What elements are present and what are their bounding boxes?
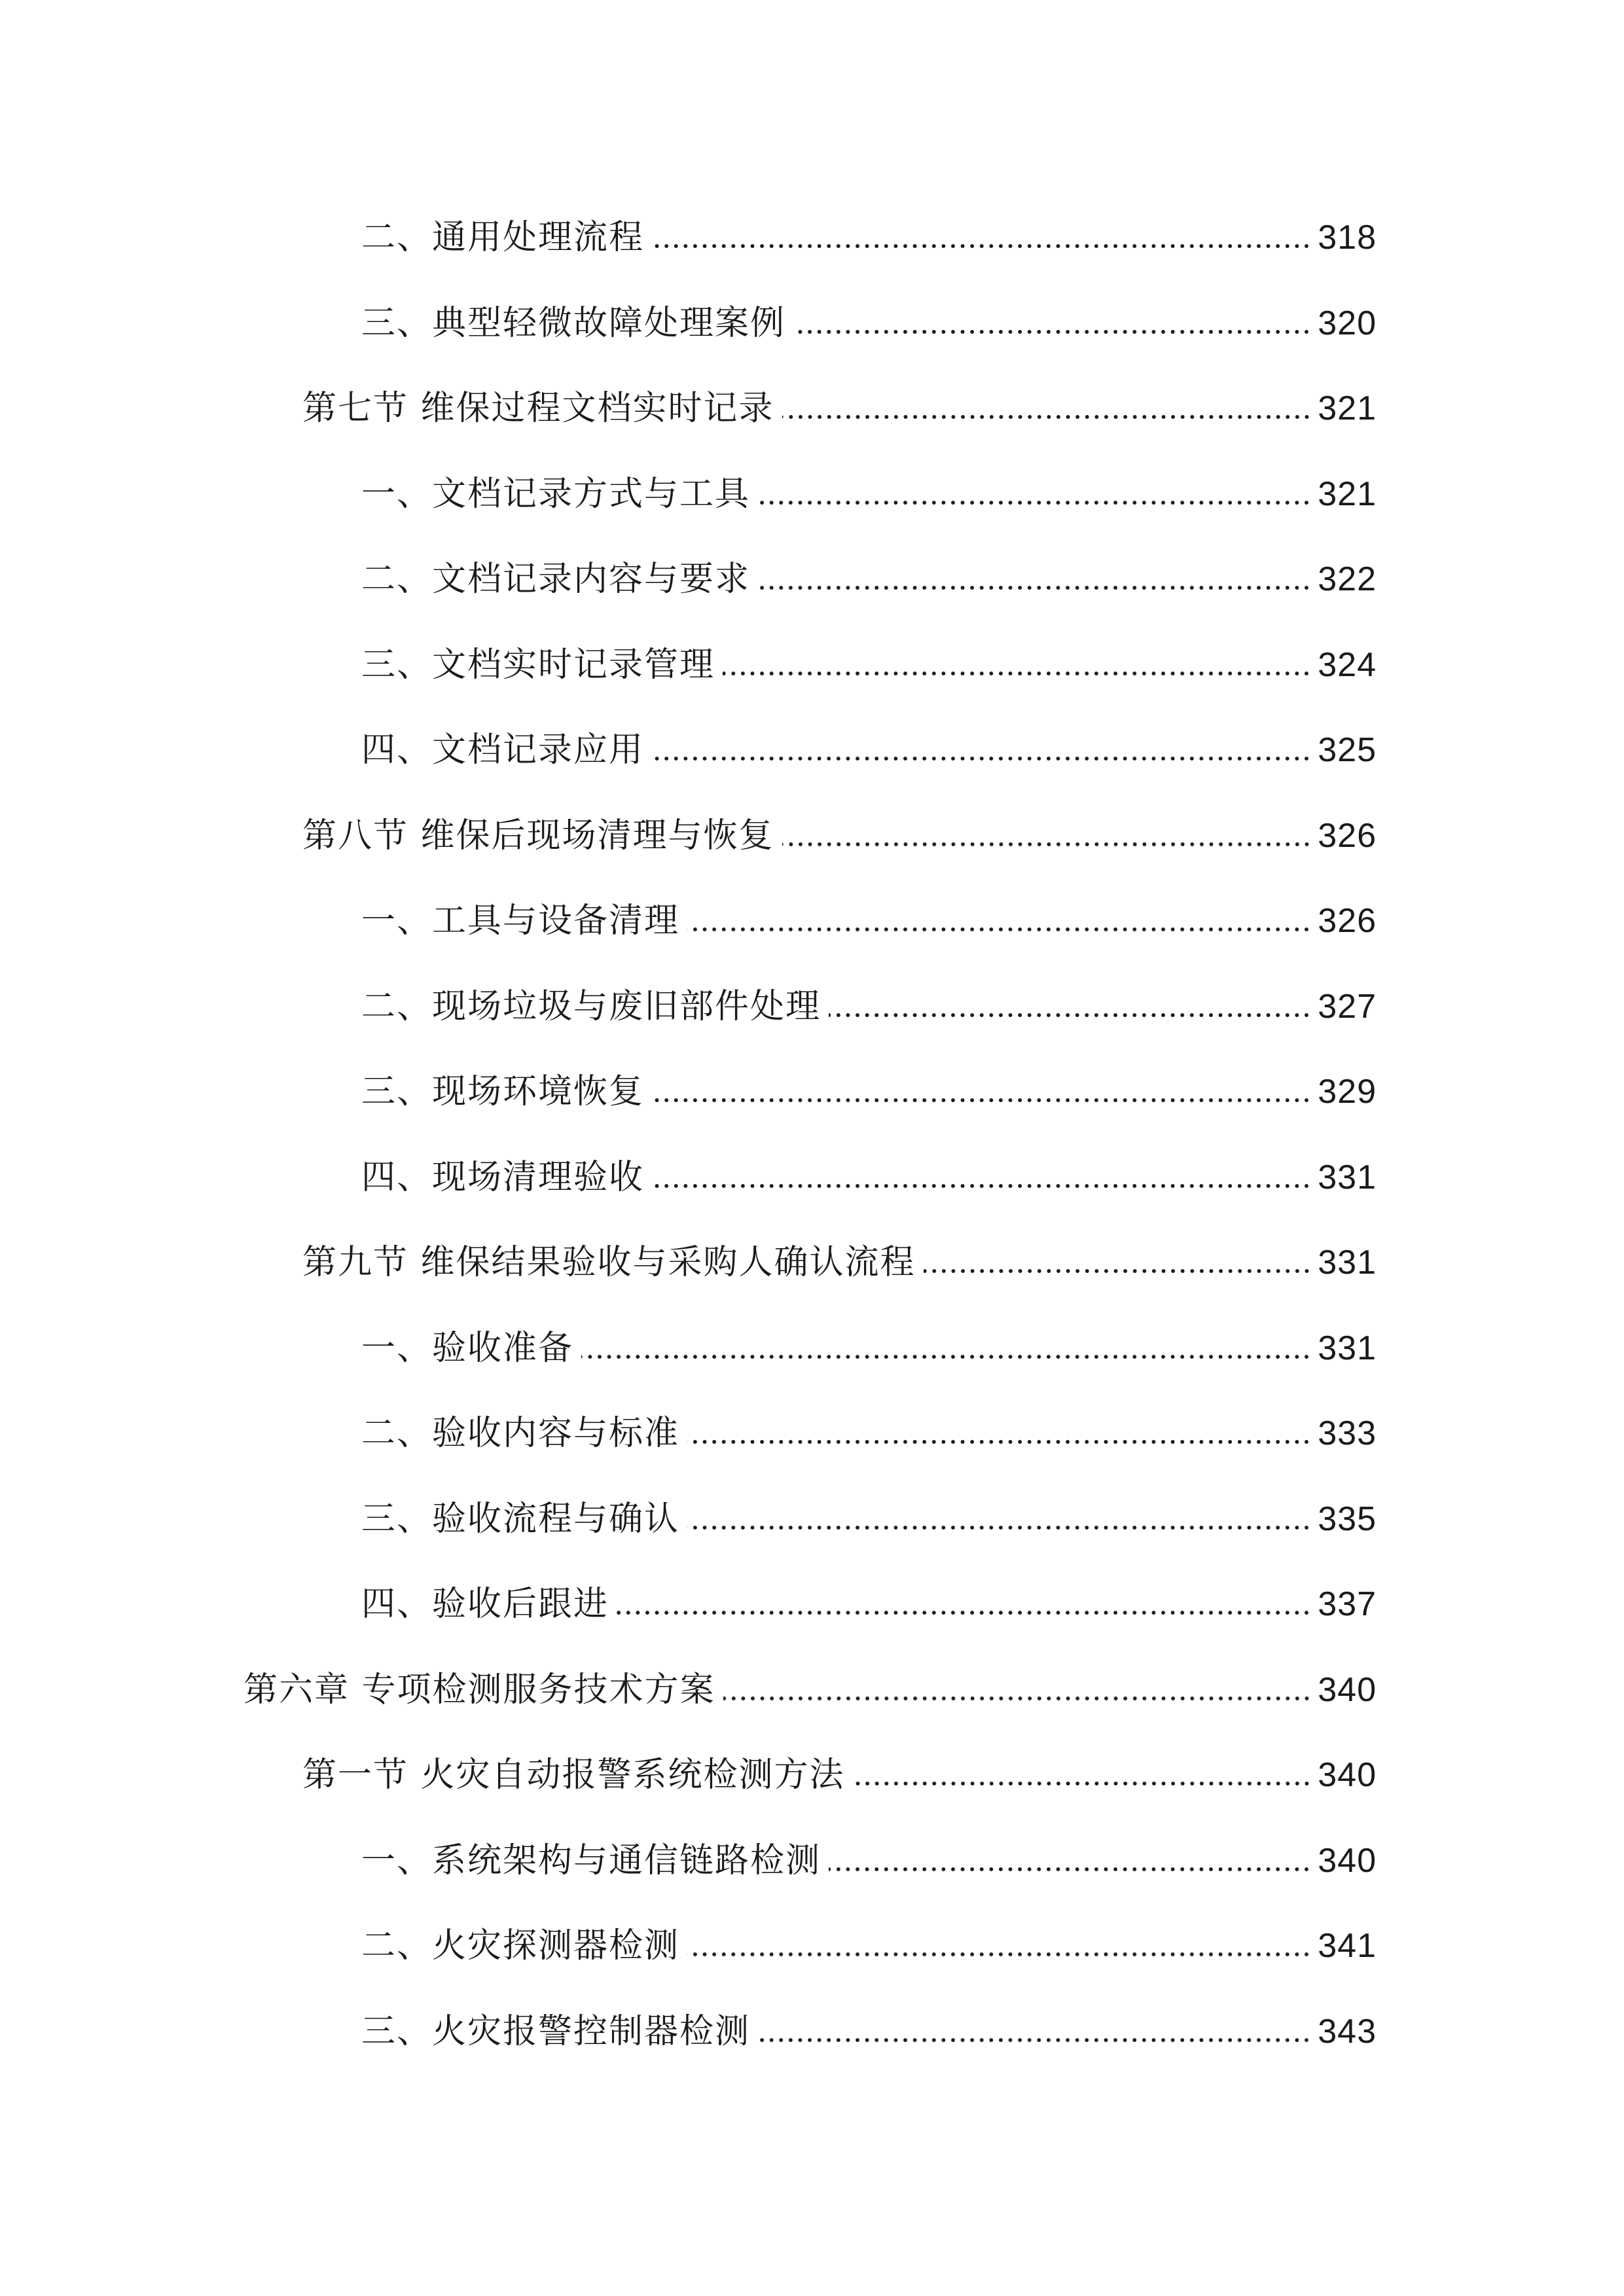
toc-entry-page-number: 327	[1318, 987, 1377, 1026]
toc-entry[interactable]	[361, 891, 1377, 950]
toc-entry-title: 二、通用处理流程	[361, 218, 645, 257]
toc-entry[interactable]	[244, 1660, 1377, 1719]
toc-entry[interactable]	[361, 208, 1377, 267]
toc-entry-title: 三、文档实时记录管理	[361, 645, 715, 685]
toc-dot-leader	[687, 1435, 1311, 1448]
toc-entry-title: 二、文档记录内容与要求	[361, 560, 751, 599]
toc-entry[interactable]	[361, 1490, 1377, 1549]
toc-entry-title: 一、文档记录方式与工具	[361, 474, 751, 514]
toc-entry-title: 第六章 专项检测服务技术方案	[244, 1670, 715, 1710]
toc-entry-page-number: 325	[1318, 731, 1377, 769]
toc-entry-page-number: 335	[1318, 1499, 1377, 1538]
toc-entry[interactable]	[302, 1746, 1377, 1804]
toc-entry-page-number: 340	[1318, 1670, 1377, 1709]
toc-dot-leader	[829, 1863, 1311, 1876]
toc-entry[interactable]	[361, 1831, 1377, 1890]
toc-entry-page-number: 326	[1318, 902, 1377, 940]
toc-entry-page-number: 321	[1318, 475, 1377, 513]
toc-entry-title: 二、验收内容与标准	[361, 1414, 680, 1453]
toc-entry-title: 一、系统架构与通信链路检测	[361, 1840, 821, 1880]
toc-entry-title: 二、火灾探测器检测	[361, 1926, 680, 1965]
toc-entry-title: 三、典型轻微故障处理案例	[361, 303, 786, 343]
toc-entry-title: 四、文档记录应用	[361, 730, 645, 770]
toc-dot-leader	[723, 667, 1311, 680]
toc-dot-leader	[687, 923, 1311, 936]
toc-entry-title: 三、火灾报警控制器检测	[361, 2011, 751, 2051]
toc-dot-leader	[581, 1350, 1311, 1363]
toc-dot-leader	[924, 1265, 1312, 1278]
toc-entry[interactable]	[361, 465, 1377, 524]
toc-entry[interactable]	[361, 1916, 1377, 1975]
toc-entry[interactable]	[361, 1404, 1377, 1463]
toc-entry-page-number: 337	[1318, 1585, 1377, 1623]
toc-dot-leader	[687, 1521, 1311, 1534]
toc-dot-leader	[853, 1777, 1312, 1790]
toc-entry[interactable]	[361, 550, 1377, 609]
toc-entry-page-number: 340	[1318, 1841, 1377, 1880]
toc-entry-page-number: 341	[1318, 1927, 1377, 1965]
toc-entry-page-number: 321	[1318, 389, 1377, 427]
toc-entry[interactable]	[361, 294, 1377, 353]
toc-dot-leader	[687, 1948, 1311, 1961]
toc-entry[interactable]	[302, 1233, 1377, 1292]
toc-entry-page-number: 324	[1318, 645, 1377, 684]
toc-entry-title: 一、验收准备	[361, 1328, 574, 1368]
toc-entry-title: 第一节 火灾自动报警系统检测方法	[302, 1755, 845, 1795]
toc-dot-leader	[723, 1692, 1312, 1705]
toc-dot-leader	[782, 838, 1312, 851]
toc-entry[interactable]	[302, 806, 1377, 865]
toc-entry-title: 三、验收流程与确认	[361, 1499, 680, 1539]
toc-entry-title: 三、现场环境恢复	[361, 1072, 645, 1111]
toc-entry-page-number: 318	[1318, 219, 1377, 257]
toc-entry[interactable]	[361, 721, 1377, 780]
toc-entry-page-number: 329	[1318, 1073, 1377, 1111]
toc-entry[interactable]	[361, 977, 1377, 1036]
toc-entry-page-number: 343	[1318, 2012, 1377, 2051]
toc-entry-title: 第八节 维保后现场清理与恢复	[302, 816, 774, 855]
toc-entry-page-number: 320	[1318, 304, 1377, 342]
toc-dot-leader	[652, 1179, 1311, 1193]
toc-entry-page-number: 326	[1318, 816, 1377, 855]
toc-dot-leader	[652, 1094, 1311, 1107]
toc-entry-page-number: 331	[1318, 1158, 1377, 1196]
toc-entry[interactable]	[361, 636, 1377, 694]
toc-entry-title: 四、现场清理验收	[361, 1157, 645, 1197]
toc-dot-leader	[652, 240, 1311, 253]
toc-entry-page-number: 322	[1318, 560, 1377, 598]
toc-entry-page-number: 331	[1318, 1244, 1377, 1282]
toc-dot-leader	[652, 752, 1311, 765]
toc-dot-leader	[758, 581, 1311, 594]
toc-entry-title: 第七节 维保过程文档实时记录	[302, 389, 774, 428]
toc-entry-title: 四、验收后跟进	[361, 1585, 609, 1624]
toc-entry[interactable]	[361, 1319, 1377, 1378]
toc-entry[interactable]	[302, 379, 1377, 438]
toc-dot-leader	[758, 2034, 1311, 2047]
toc-entry-title: 第九节 维保结果验收与采购人确认流程	[302, 1243, 916, 1282]
toc-entry-page-number: 331	[1318, 1329, 1377, 1367]
toc-dot-leader	[758, 496, 1311, 509]
toc-dot-leader	[793, 325, 1311, 338]
toc-entry-title: 二、现场垃圾与废旧部件处理	[361, 986, 821, 1026]
toc-entry-page-number: 340	[1318, 1756, 1377, 1794]
toc-entry[interactable]	[361, 2002, 1377, 2061]
toc-entry[interactable]	[361, 1062, 1377, 1121]
toc-entry-title: 一、工具与设备清理	[361, 901, 680, 941]
toc-entry[interactable]	[361, 1148, 1377, 1207]
toc-entry[interactable]	[361, 1575, 1377, 1634]
toc-dot-leader	[829, 1009, 1311, 1022]
toc-dot-leader	[782, 410, 1312, 423]
toc-entry-page-number: 333	[1318, 1414, 1377, 1452]
toc-dot-leader	[617, 1606, 1311, 1619]
